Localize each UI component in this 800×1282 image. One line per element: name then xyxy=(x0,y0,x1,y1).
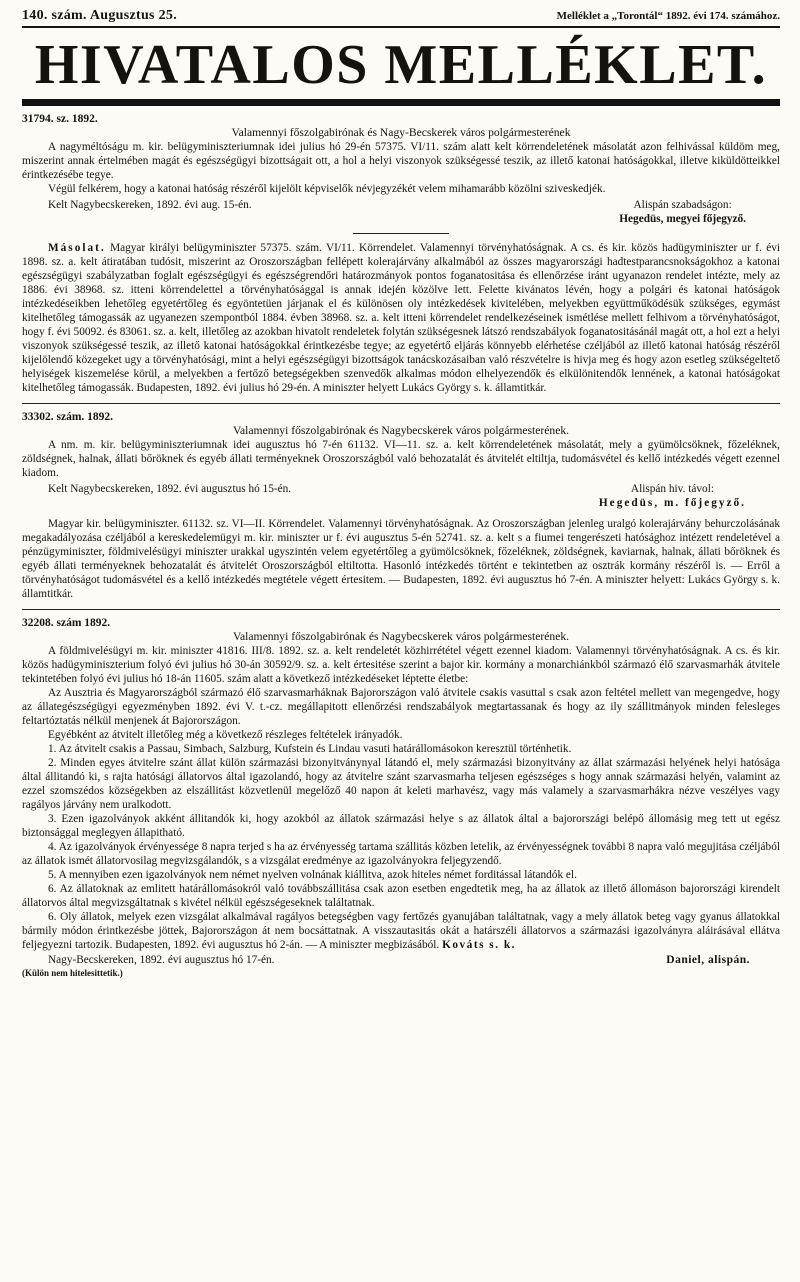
paragraph: A földmivelésügyi m. kir. miniszter 41816. III/8. 1892. sz. a. kelt rendeletét közhirrététel végett ezennel kiadom. Valamennyi törvényhatóságnak. A cs. és kir. közös hadügyminiszterium folyó évi julius hó 30-án 30592/9. sz. a. kelt értesitése szerint a bajor kir. kormány a monarchiánkból származó élő szarvasmarhák átvitele tekintetében folyó évi julius hó 18-án 11605. szám alatt a következő intézkedéseket léptette életbe: xyxy=(22,645,780,686)
list-item: 1. Az átvitelt csakis a Passau, Simbach, Salzburg, Kufstein és Lindau vasuti határállomásokon keresztül történhetik. xyxy=(48,743,572,756)
circular-body: Magyar kir. belügyminiszter. 61132. sz. VI—II. Körrendelet. Valamennyi törvényhatóságnak. Az Oroszországban jelenleg uralgó kolerajárvány behurczolásának megakadályozása czéljából a kereskedelemügyi m. kir. miniszter ur f. évi augusztus 5-én 52741. sz. a. kelt s a fiumei tengerészeti hatósághoz intézett rendeletével a pénzügyminiszter, földmivelésügyi miniszter urakkal ugyszintén velem egyetértőleg a gyümölcsöknek, főzeléknek, zöldségnek, kaviarnak, halnak, állati bőröknek és egyéb állati terményeknek behozatalát és átvitelét Oroszországból eltiltotta. Hasonló intézkedés történt e tekintetben az osztrák kormány részéről is. — Erről a törvényhatóságot tudomásvétel és a kellő intézkedés megtétele végett értesitem. — Budapesten, 1892. évi augusztus hó 7-én. A miniszter helyett: Lukács György s. k. államtitkár. xyxy=(22,518,780,601)
list-item: 2. Minden egyes átvitelre szánt állat külön származási bizonyitványnyal látandó el, mely származási bizonyitvány az állat származási helyének helyi hatósága által állitandó ki, s rajta hatósági állatorvos által igazolandó, hogy az átvitelre szánt szarvasmarha teljesen egészséges s hogy annak származási helyén, valamint az ezzel szomszédos községekben az elszállitást közvetlenül megelőző 40 napon át keleti marhavész, vagy más valamely a szarvasmarhákra nézve veszélyes vagy ragályos járvány nem uralkodott. xyxy=(22,757,780,812)
salutation: Valamennyi főszolgabirónak és Nagybecskerek város polgármesterének. xyxy=(232,424,570,438)
paragraph: A nm. m. kir. belügyminiszteriumnak idei augusztus hó 7-én 61132. VI—11. sz. a. kelt körrendeletének másolatát, mely a gyümölcsöknek, főzeléknek, zöldségnek, halnak, állati bőröknek és egyéb állati terményeknek Oroszországból való behozatalát és átvitelét eltiltja, tudomásvétel és kellő intézkedés végett ezennel kiadom. xyxy=(22,439,780,480)
signature-row xyxy=(22,482,780,510)
list-item: 4. Az igazolványok érvényessége 8 napra terjed s ha az érvényesség tartama szállitás közben letelik, az érvényességnek további 8 napra való megujitása czéljából az állatok ismét állatorvosilag megvizsgálandók, s a vizsgálat eredménye az igazolványokra feljegyzendő. xyxy=(22,841,780,868)
signature-role: Alispán szabadságon: xyxy=(633,198,732,211)
section-33302 xyxy=(22,411,780,510)
page-title: HIVATALOS MELLÉKLET. xyxy=(34,34,768,96)
salutation: Valamennyi főszolgabirónak és Nagybecskerek város polgármesterének. xyxy=(232,630,570,644)
salutation: Valamennyi főszolgabirónak és Nagy-Becskerek város polgármesterének xyxy=(231,125,571,139)
list-item: 6. Az állatoknak az emlitett határállomásokról való továbbszállitása csak azon esetben engedtetik meg, ha az állatok az illető állomáson bajorországi kirendelt állatorvos által megvizsgáltatnak s kivétel nélkül egészségeseknek találtatnak. xyxy=(22,883,780,910)
section-61132 xyxy=(22,517,780,601)
footnote: (Külön nem hitelesittetik.) xyxy=(22,968,123,979)
paragraph: Egyébként az átvitelt illetőleg még a következő részleges feltételek irányadók. xyxy=(48,729,403,742)
title-rule xyxy=(22,99,780,106)
document-number: 33302. szám. 1892. xyxy=(22,411,114,424)
masthead xyxy=(22,8,780,24)
section-divider xyxy=(353,233,449,234)
document-number: 31794. sz. 1892. xyxy=(22,112,98,125)
section-31794 xyxy=(22,113,780,234)
signature-name: Hegedüs, m. főjegyző. xyxy=(598,497,746,510)
closing-row xyxy=(22,954,780,966)
closing-dateline: Nagy-Becskereken, 1892. évi augusztus hó 17-én. xyxy=(48,954,275,967)
paragraph: A nagyméltóságu m. kir. belügyminiszteriumnak idei julius hó 29-én 57375. VI/11. szám alatt kelt körrendeletének másolatát azon felhivással küldöm meg, miszerint annak értelmében magát és egészségügyi bizottságait ott, a hol a helyi viszonyok szükségessé teszik, az illető katonai hatóságokkal, illetve kiküldötteikkel érintkezésébe tegye. xyxy=(22,140,780,181)
section-32208 xyxy=(22,617,780,978)
closing-signature: Daniel, alispán. xyxy=(666,954,750,967)
list-item-text: 6. Oly állatok, melyek ezen vizsgálat alkalmával ragályos betegségben vagy fertőzés gyanujában találtatnak, vagy a mely állatok beteg vagy gyanus állatokkal bármily módon érintkezésbe jöttek, Bajorországon át nem bocsáttatnak. A visszautasitás okát a határszéli állatorvos a származási igazolványra aláirásával ellátva feljegyezni tartozik. Budapesten, 1892. évi augusztus hó 2-án. — A miniszter megbizásából. xyxy=(22,911,780,952)
list-item xyxy=(22,910,780,952)
signature-role: Alispán hiv. távol: xyxy=(630,483,714,496)
header-rule xyxy=(22,26,780,28)
signature-row xyxy=(22,198,780,226)
section-rule xyxy=(22,609,780,610)
issue-number: 140. szám. Augusztus 25. xyxy=(22,8,177,23)
signature-name: Hegedüs, megyei főjegyző. xyxy=(619,212,746,225)
paragraph: Az Ausztria és Magyarországból származó élő szarvasmarháknak Bajorországon való átvitele csakis vasuttal s csak azon feltétel mellett van megengedve, hogy az állategészségügyi egyezményben 1892. évi V. t.-cz. megállapitott ellenőrzési rendszabályok megtartassanak és hogy az ily szállitmányok minden felesleges feltartóztatás nélkül menjenek át Bajorországon. xyxy=(22,687,780,728)
paragraph: Végül felkérem, hogy a katonai hatóság részéről kijelölt képviselők névjegyzékét velem mihamarább közölni sziveskedjék. xyxy=(48,182,606,195)
supplement-note: Melléklet a „Torontál“ 1892. évi 174. számához. xyxy=(556,10,780,22)
list-item: 3. Ezen igazolványok akként állitandók ki, hogy azokból az állatok származási helye s az állatok által a bajorországi belépő állomásig meg tett ut egész biztonsággal meglegyen állapitható. xyxy=(22,813,780,840)
dateline: Kelt Nagybecskereken, 1892. évi aug. 15-én. xyxy=(48,198,252,211)
signature-block xyxy=(599,482,746,510)
dateline: Kelt Nagybecskereken, 1892. évi augusztus hó 15-én. xyxy=(48,483,292,496)
signature-block xyxy=(619,198,746,226)
list-item: 5. A mennyiben ezen igazolványok nem német nyelven volnának kiállitva, azok hiteles német forditással látandók el. xyxy=(48,869,577,882)
copy-label: Másolat. xyxy=(48,242,106,255)
minister-signature: Kováts s. k. xyxy=(442,939,516,952)
document-number: 32208. szám 1892. xyxy=(22,617,111,630)
section-masolat-57375 xyxy=(22,241,780,395)
section-rule xyxy=(22,403,780,404)
circular-copy xyxy=(22,241,780,395)
circular-body: Magyar királyi belügyminiszter 57375. szám. VI/11. Körrendelet. Valamennyi törvényhatóságnak. A cs. és kir. közös hadügyminiszter ur f. évi 1898. sz. a. kelt átiratában tudósit, miszerint az Oroszországban fellépett kolerajárvány alkalmából az összes magyarországi hadtestparancsnokságokhoz a katonai egészségügyi szabályzatban foglalt egészségügyi és egészségrendőri határozmányok pontos foganatositása és ellenőrzése iránt ugyanazon rendelet intézte, mely az 1886. évi 38968. sz. itteni körrendelettel a törvényhatósággal is annak idején közölve lett. Felette kivánatos lévén, hogy a polgári és katonai hatóságok intézkedéseikben lehetőleg egyetértőleg és egyöntetüen járjanak el és különösen oly intézkedések kivitelében, melyekben együttműködésük szükséges, egymást kitelhetőleg támogassák az ugyanezen szempontból 1884. évben 38968. sz. a. kelt itteni körrendelet rendelkezéseinek ismétlése mellett felhivom a törvényhatóságot, hogy f. évi 50092. és 83061. sz. a. kelt, illetőleg az azokban hivatolt rendeletek folytán szükségesnek látszó rendszabályok foganatositásánál magát ott, a hol ezt a helyi viszonyok szükségessé teszik, az illető katonai hatóságokkal érintkezésbe tegye; az egyetértő eljárás könnyebb elérhetése czéljából az illető katonai hatóság részéről kijelölendő közegeket ugy a törvényhatósági, mint a helyi egészségügyi bizottságok tanácskozásaiban való részvételre is hivja meg és hogy azon esetleg szükségeltető helyiségek kiszemelése körül, a melyekben a fertőző betegségekben szenvedők alkalmas módon elhelyezendők és elkülönitendők lennének, a katonai hatóságokat kitelhetőleg támogassák. Budapesten, 1892. évi julius hó 29-én. A miniszter helyett Lukács György s. k. államtitkár. xyxy=(22,242,780,395)
